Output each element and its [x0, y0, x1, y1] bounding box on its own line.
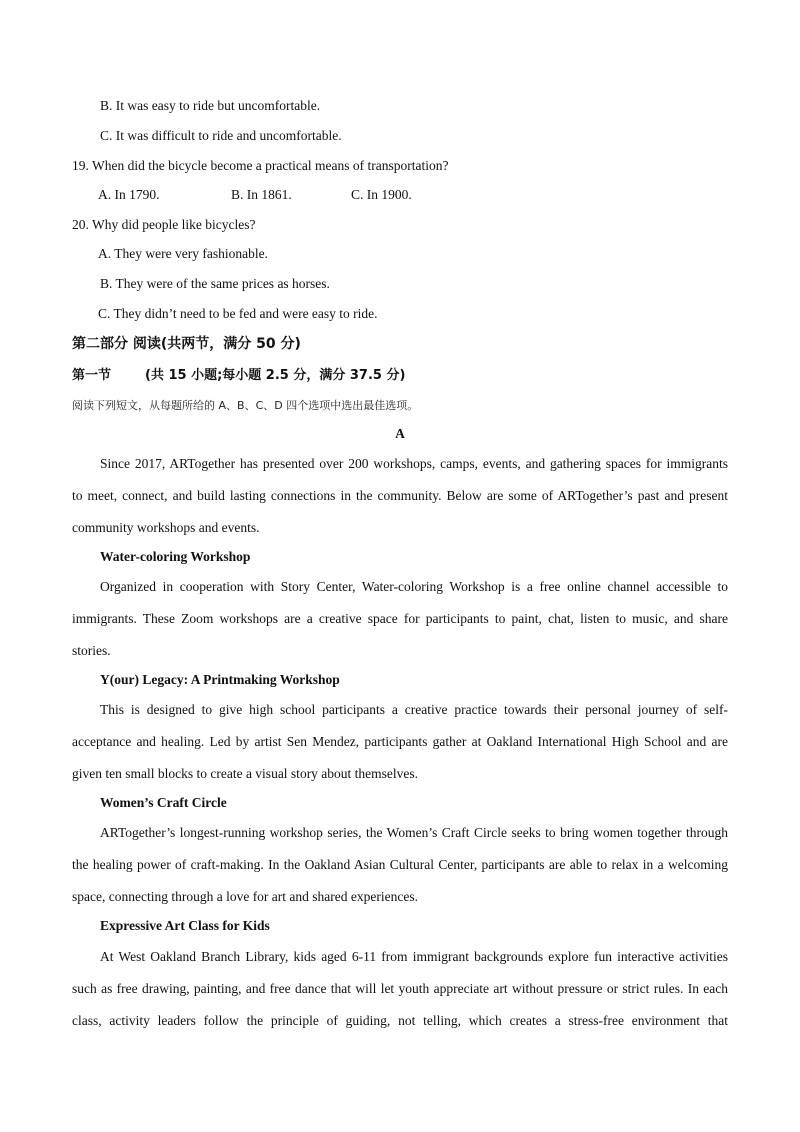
section-info: (共 15 小题;每小题 2.5 分，满分 37.5 分): [145, 368, 406, 383]
w1-line-1: Organized in cooperation with Story Center, Water-coloring Workshop is a free online channel accessible to: [100, 579, 728, 594]
workshop-title-water-coloring: Water-coloring Workshop: [100, 549, 251, 564]
q20-question: 20. Why did people like bicycles?: [72, 217, 256, 232]
w1-line-2: immigrants. These Zoom workshops are a creative space for participants to paint, chat, listen to music, and share: [72, 611, 728, 626]
reading-instruction: 阅读下列短文，从每题所给的 A、B、C、D 四个选项中选出最佳选项。: [72, 399, 419, 412]
workshop-title-printmaking: Y(our) Legacy: A Printmaking Workshop: [100, 672, 340, 687]
intro-line-1: Since 2017, ARTogether has presented over 200 workshops, camps, events, and gathering spaces for immigrants: [100, 456, 728, 471]
intro-line-3: community workshops and events.: [72, 520, 260, 535]
w2-line-2: acceptance and healing. Led by artist Sen Mendez, participants gather at Oakland International High School and are: [72, 734, 728, 749]
q19-option-b: B. In 1861.: [231, 187, 292, 202]
workshop-title-craft-circle: Women’s Craft Circle: [100, 795, 227, 810]
w4-line-2: such as free drawing, painting, and free dance that will let youth appreciate art without pressure or strict rules. In each: [72, 981, 728, 996]
passage-label: A: [395, 426, 405, 441]
q20-option-a: A. They were very fashionable.: [98, 246, 268, 261]
w4-line-1: At West Oakland Branch Library, kids aged 6-11 from immigrant backgrounds explore fun interactive activities: [100, 949, 728, 964]
w3-line-2: the healing power of craft-making. In the Oakland Asian Cultural Center, participants are able to relax in a welcoming: [72, 857, 728, 872]
section-label: 第一节: [72, 368, 112, 383]
w2-line-3: given ten small blocks to create a visual story about themselves.: [72, 766, 419, 781]
w1-line-3: stories.: [72, 643, 111, 658]
q20-option-b: B. They were of the same prices as horses.: [100, 276, 330, 291]
part2-title: 第二部分 阅读(共两节，满分 50 分): [72, 336, 301, 352]
w2-line-1: This is designed to give high school participants a creative practice towards their personal journey of self-: [100, 702, 728, 717]
w4-line-3: class, activity leaders follow the principle of guiding, not telling, which creates a stress-free environment that: [72, 1013, 728, 1028]
q19-option-a: A. In 1790.: [98, 187, 160, 202]
workshop-title-art-class-kids: Expressive Art Class for Kids: [100, 918, 270, 933]
q19-option-c: C. In 1900.: [351, 187, 412, 202]
w3-line-1: ARTogether’s longest-running workshop series, the Women’s Craft Circle seeks to bring women together through: [100, 825, 728, 840]
w3-line-3: space, connecting through a love for art and shared experiences.: [72, 889, 418, 904]
q19-question: 19. When did the bicycle become a practical means of transportation?: [72, 158, 449, 173]
q18-option-c: C. It was difficult to ride and uncomfortable.: [100, 128, 342, 143]
q18-option-b: B. It was easy to ride but uncomfortable.: [100, 98, 321, 113]
intro-line-2: to meet, connect, and build lasting connections in the community. Below are some of ARTogether’s past and present: [72, 488, 728, 503]
q20-option-c: C. They didn’t need to be fed and were easy to ride.: [98, 306, 378, 321]
